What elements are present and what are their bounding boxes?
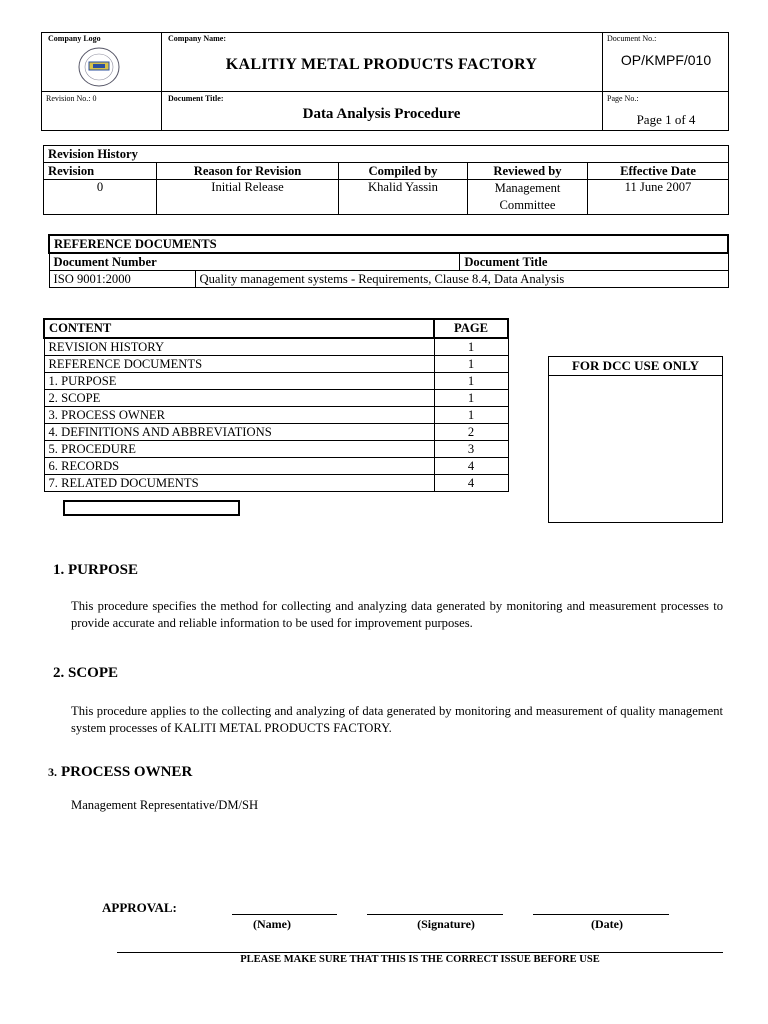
scope-text: This procedure applies to the collecting and analyzing of data generated by monitoring and measurement of quality management system processes of KALITI METAL PRODUCTS FACTORY.	[71, 704, 723, 735]
table-row	[44, 458, 508, 475]
content-item: REFERENCE DOCUMENTS	[44, 356, 434, 373]
document-no: OP/KMPF/010	[620, 52, 712, 68]
process-owner-heading	[48, 763, 192, 781]
signature-label: (Signature)	[417, 917, 475, 931]
col-page: PAGE	[434, 319, 508, 338]
content-page: 4	[434, 475, 508, 492]
content-item: 6. RECORDS	[44, 458, 434, 475]
content-item: 4. DEFINITIONS AND ABBREVIATIONS	[44, 424, 434, 441]
col-document-number: Document Number	[49, 253, 460, 271]
reason-value: Initial Release	[157, 180, 339, 215]
document-no-label: Document No.:	[607, 34, 657, 43]
page-no: Page 1 of 4	[636, 112, 696, 127]
table-row	[44, 441, 508, 458]
reference-documents-table	[48, 234, 729, 288]
compiled-by-value: Khalid Yassin	[339, 180, 468, 215]
process-owner-text: Management Representative/DM/SH	[71, 798, 259, 812]
col-content: CONTENT	[44, 319, 434, 338]
content-table-empty-cell	[63, 500, 240, 516]
table-row	[49, 271, 728, 288]
header-divider-h	[41, 91, 729, 92]
col-compiled-by: Compiled by	[339, 163, 468, 180]
content-page: 1	[434, 356, 508, 373]
scope-heading: 2. SCOPE	[53, 665, 119, 681]
reviewed-by-line2: Committee	[499, 198, 556, 212]
table-row	[44, 373, 508, 390]
reference-number: ISO 9001:2000	[49, 271, 195, 288]
content-item: 3. PROCESS OWNER	[44, 407, 434, 424]
signature-line	[367, 914, 503, 915]
page-no-label: Page No.:	[607, 94, 639, 103]
table-row	[44, 424, 508, 441]
document-title: Data Analysis Procedure	[302, 106, 461, 122]
reference-documents-title: REFERENCE DOCUMENTS	[49, 235, 728, 253]
effective-date-value: 11 June 2007	[588, 180, 729, 215]
col-document-title: Document Title	[460, 253, 728, 271]
name-line	[232, 914, 337, 915]
col-reviewed-by: Reviewed by	[468, 163, 588, 180]
content-item: REVISION HISTORY	[44, 338, 434, 356]
content-page: 2	[434, 424, 508, 441]
table-row	[44, 407, 508, 424]
company-name-label: Company Name:	[168, 34, 226, 43]
date-label: (Date)	[591, 917, 623, 931]
table-row	[44, 356, 508, 373]
table-row	[44, 475, 508, 492]
document-title-label: Document Title:	[168, 94, 224, 103]
revision-value: 0	[44, 180, 157, 215]
reference-title: Quality management systems - Requirements, Clause 8.4, Data Analysis	[195, 271, 728, 288]
purpose-heading: 1. PURPOSE	[53, 562, 139, 578]
content-page: 1	[434, 407, 508, 424]
content-page: 1	[434, 390, 508, 407]
content-table	[43, 318, 509, 492]
footer-notice: PLEASE MAKE SURE THAT THIS IS THE CORRECT ISSUE BEFORE USE	[240, 954, 600, 965]
name-label: (Name)	[253, 917, 291, 931]
col-reason: Reason for Revision	[157, 163, 339, 180]
content-page: 4	[434, 458, 508, 475]
content-item: 2. SCOPE	[44, 390, 434, 407]
revision-no-label: Revision No.: 0	[46, 94, 97, 103]
company-logo	[74, 46, 124, 88]
col-effective-date: Effective Date	[588, 163, 729, 180]
reviewed-by-value	[468, 180, 588, 215]
date-line	[533, 914, 669, 915]
table-row	[44, 390, 508, 407]
footer-rule	[117, 952, 723, 953]
approval-label: APPROVAL:	[102, 900, 177, 915]
dcc-title-text: FOR DCC USE ONLY	[571, 358, 699, 373]
process-owner-number: 3.	[48, 765, 57, 779]
content-page: 1	[434, 373, 508, 390]
content-item: 1. PURPOSE	[44, 373, 434, 390]
table-row	[44, 180, 729, 215]
content-page: 3	[434, 441, 508, 458]
revision-history-table	[43, 145, 729, 215]
process-owner-title: PROCESS OWNER	[61, 764, 193, 780]
col-revision: Revision	[44, 163, 157, 180]
table-row	[44, 338, 508, 356]
revision-history-title: Revision History	[44, 146, 729, 163]
reviewed-by-line1: Management	[494, 181, 561, 195]
content-item: 5. PROCEDURE	[44, 441, 434, 458]
purpose-text: This procedure specifies the method for collecting and analyzing data generated by monitoring and measurement processes to provide accurate and reliable information to be used for improvement purposes.	[71, 599, 723, 630]
dcc-title	[548, 356, 723, 376]
company-name: KALITIY METAL PRODUCTS FACTORY	[225, 56, 538, 73]
content-item: 7. RELATED DOCUMENTS	[44, 475, 434, 492]
company-logo-label: Company Logo	[48, 34, 101, 43]
dcc-area	[548, 375, 723, 523]
content-page: 1	[434, 338, 508, 356]
